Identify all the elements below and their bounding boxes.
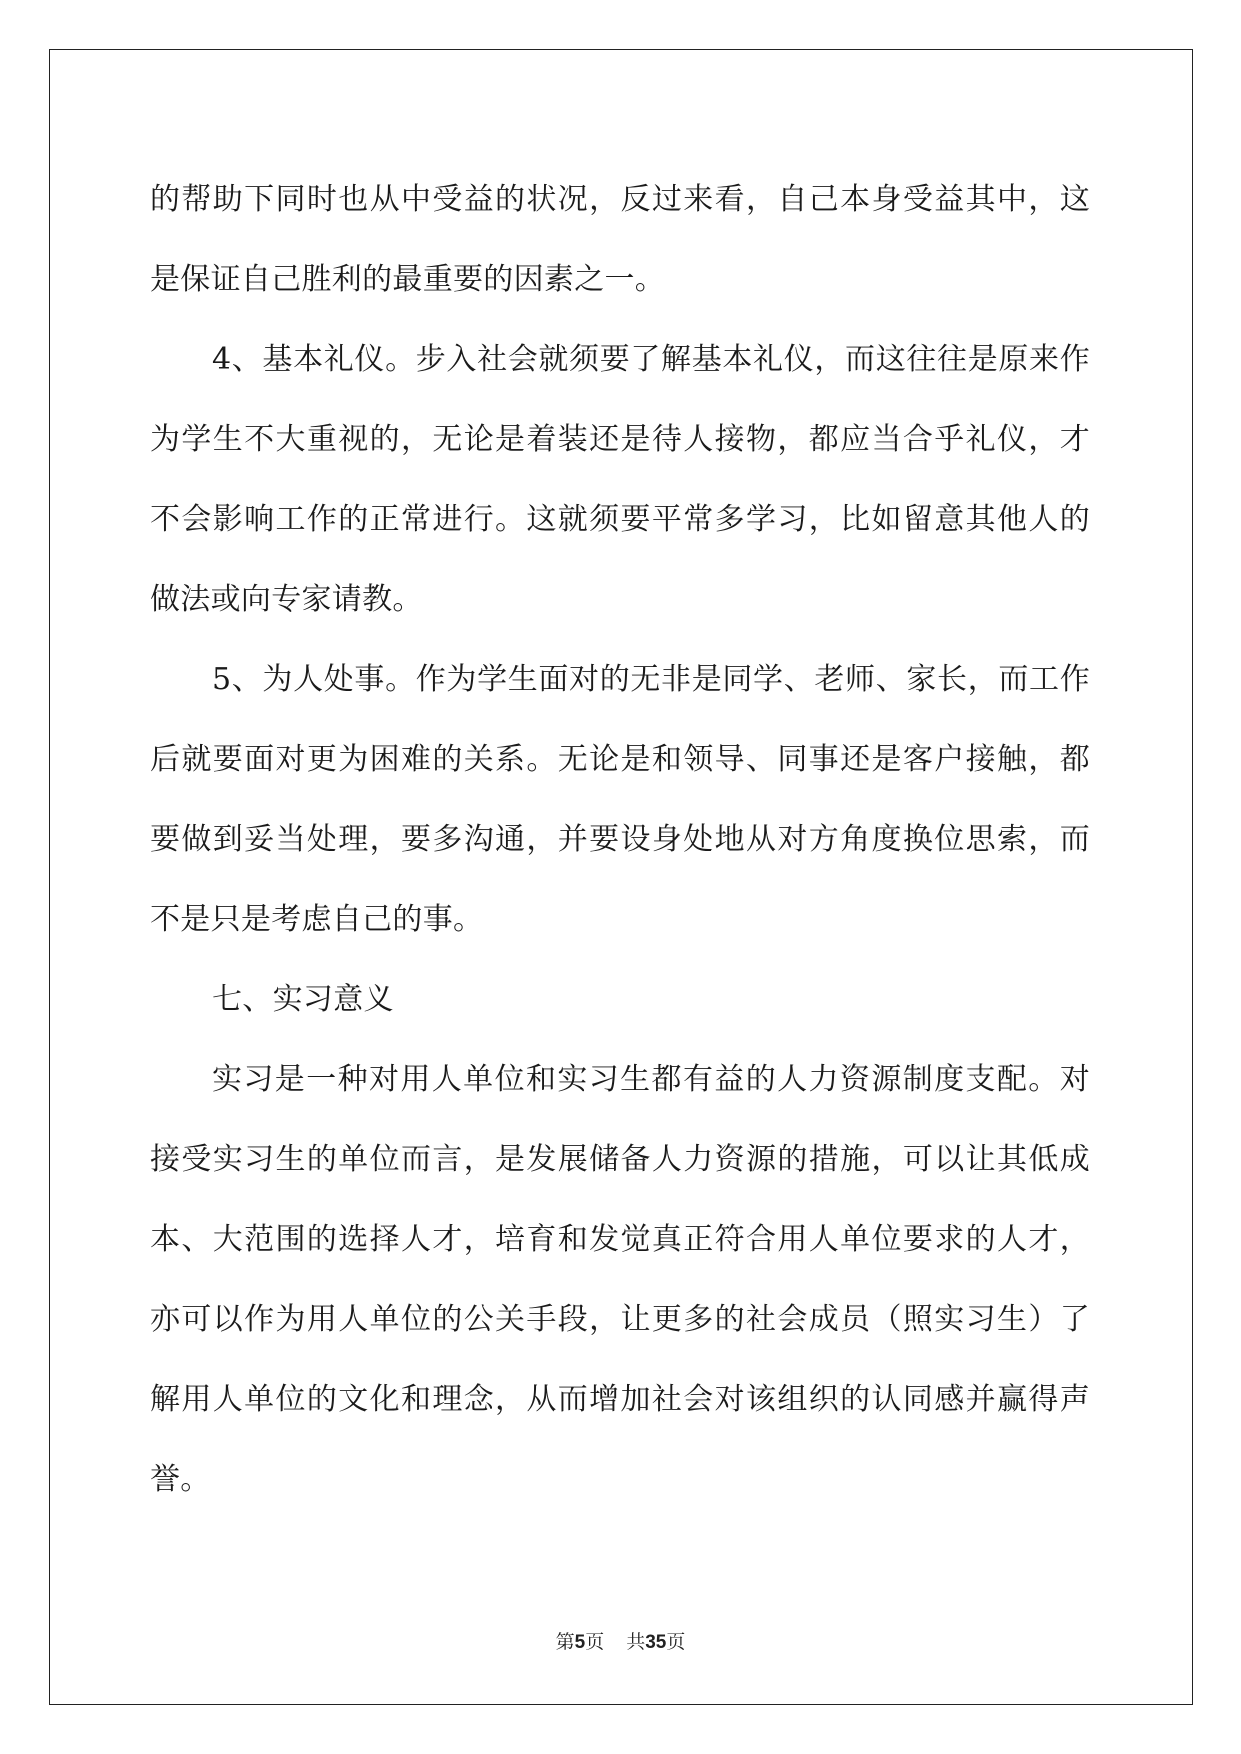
text-line: 实习是一种对用人单位和实习生都有益的人力资源制度支配。对 [212, 1062, 1090, 1097]
text-line: 4、基本礼仪。步入社会就须要了解基本礼仪，而这往往是原来作 [212, 342, 1090, 377]
page-prefix: 第 [555, 1631, 575, 1653]
current-page-number: 5 [574, 1632, 586, 1653]
text-line: 是保证自己胜利的最重要的因素之一。 [150, 262, 666, 297]
text-line: 的帮助下同时也从中受益的状况，反过来看，自己本身受益其中，这 [150, 182, 1090, 217]
text-line: 为学生不大重视的，无论是着装还是待人接物，都应当合乎礼仪，才 [150, 422, 1090, 457]
text-line: 不是只是考虑自己的事。 [150, 902, 484, 937]
text-line: 不会影响工作的正常进行。这就须要平常多学习，比如留意其他人的 [150, 502, 1090, 537]
total-suffix: 页 [666, 1631, 686, 1653]
text-line: 做法或向专家请教。 [150, 582, 423, 617]
text-line: 誉。 [150, 1462, 211, 1497]
text-line: 解用人单位的文化和理念，从而增加社会对该组织的认同感并赢得声 [150, 1382, 1090, 1417]
page-number-footer [0, 1627, 1241, 1654]
text-line: 5、为人处事。作为学生面对的无非是同学、老师、家长，而工作 [212, 662, 1090, 697]
section-heading: 七、实习意义 [212, 982, 394, 1017]
text-line: 亦可以作为用人单位的公关手段，让更多的社会成员（照实习生）了 [150, 1302, 1090, 1337]
document-body [150, 160, 1090, 1520]
text-line: 后就要面对更为困难的关系。无论是和领导、同事还是客户接触，都 [150, 742, 1090, 777]
text-line: 本、大范围的选择人才，培育和发觉真正符合用人单位要求的人才， [150, 1222, 1090, 1257]
total-pages-number: 35 [645, 1632, 667, 1653]
text-line: 要做到妥当处理，要多沟通，并要设身处地从对方角度换位思索，而 [150, 822, 1090, 857]
total-prefix: 共 [626, 1631, 646, 1653]
page-suffix: 页 [585, 1631, 605, 1653]
text-line: 接受实习生的单位而言，是发展储备人力资源的措施，可以让其低成 [150, 1142, 1090, 1177]
